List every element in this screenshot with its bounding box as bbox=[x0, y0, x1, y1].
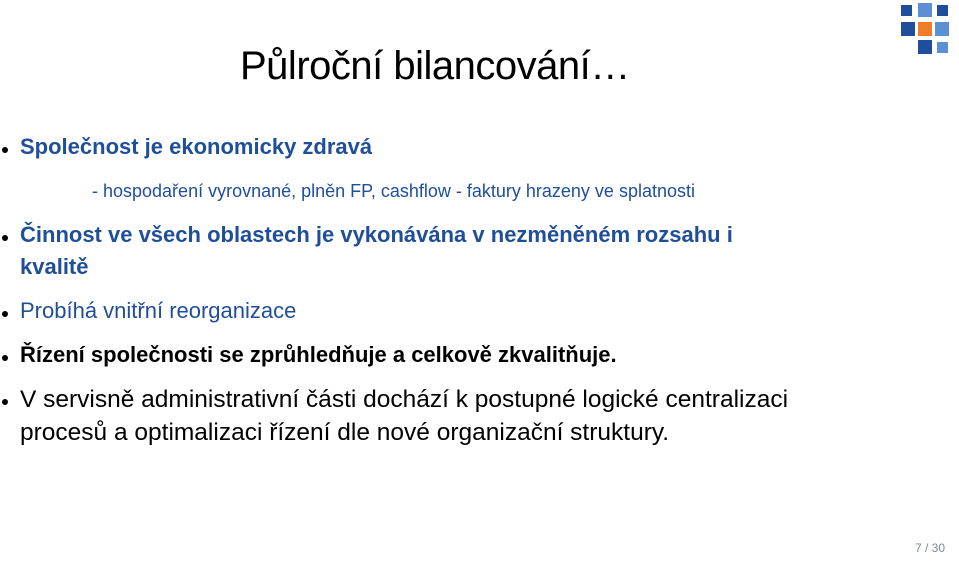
bullet-dot bbox=[2, 355, 8, 361]
logo-tile bbox=[901, 5, 912, 16]
slide-title: Půlroční bilancování… bbox=[240, 44, 630, 88]
company-logo bbox=[899, 3, 953, 57]
bullet-dot bbox=[2, 147, 8, 153]
bullet-dot bbox=[2, 311, 8, 317]
logo-tile bbox=[918, 40, 932, 54]
bullet-text: Probíhá vnitřní reorganizace bbox=[20, 298, 297, 323]
logo-tile bbox=[918, 22, 932, 36]
bullet-text: Společnost je ekonomicky zdravá bbox=[20, 134, 373, 159]
bullet-text: V servisně administrativní části dochází k postupné logické centralizaci bbox=[20, 386, 789, 413]
page-number: 7 / 30 bbox=[914, 541, 945, 555]
sub-line: - hospodaření vyrovnané, plněn FP, cashflow - faktury hrazeny ve splatnosti bbox=[92, 181, 695, 201]
logo-tile bbox=[901, 22, 915, 36]
bullet-dot bbox=[2, 399, 8, 405]
logo-tile bbox=[935, 22, 949, 36]
logo-tile bbox=[937, 42, 948, 53]
bullet-text: Řízení společnosti se zprůhledňuje a celkově zkvalitňuje. bbox=[20, 342, 617, 367]
logo-tile bbox=[918, 3, 932, 17]
bullet-text: Činnost ve všech oblastech je vykonávána v nezměněném rozsahu i bbox=[20, 222, 733, 247]
bullet-dot bbox=[2, 235, 8, 241]
bullet-text: kvalitě bbox=[20, 254, 89, 279]
bullet-text: procesů a optimalizaci řízení dle nové organizační struktury. bbox=[20, 419, 670, 446]
logo-tile bbox=[937, 5, 948, 16]
